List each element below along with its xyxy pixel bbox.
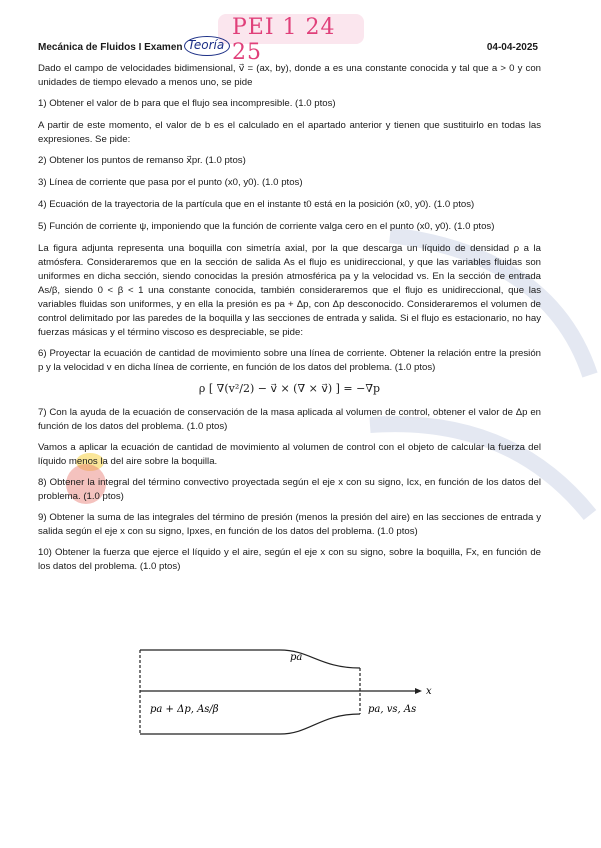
exam-code-text: PEI 1 24 25	[232, 15, 336, 65]
question-10: 10) Obtener la fuerza que ejerce el líquido y el aire, según el eje x con su signo, sobre la boquilla, Fx, en función de los datos del problema. (1.0 ptos)	[38, 547, 541, 572]
exam-header	[38, 38, 538, 58]
momentum-intro: Vamos a aplicar la ecuación de cantidad de movimiento al volumen de control con el objeto de calcular la fuerza del líquido menos la del aire sobre la boquilla.	[38, 442, 541, 467]
momentum-equation: ρ [ ∇(v²/2) − v⃗ × (∇ × v⃗) ] = −∇p	[198, 382, 381, 395]
x-axis-arrow	[415, 688, 422, 694]
handwritten-note: Teoría	[188, 38, 225, 52]
question-3: 3) Línea de corriente que pasa por el punto (x0, y0). (1.0 ptos)	[38, 177, 303, 188]
nozzle-upper-wall	[140, 650, 360, 668]
nozzle-description: La figura adjunta representa una boquilla con simetría axial, por la que descarga un líquido de densidad ρ a la atmósfera. Consideraremos que en la sección de salida As el flujo es unidireccional, y que las variables fluidas son uniformes en dicha sección, siendo conocidas la presión atmosférica pa y la velocidad vs. En la sección de entrada As/β, siendo 0 < β < 1 una constante conocida, también consideraremos que el flujo es unidireccional, que las variables fluidas son uniformes, y en ella la presión es pa + Δp, con Δp desconocido. Consideraremos el volumen de control delimitado por las paredes de la boquilla y las secciones de entrada y salida. Si el flujo es estacionario, no hay fuerzas másicas y el término viscoso es despreciable, se pide:	[38, 243, 541, 338]
question-9: 9) Obtener la suma de las integrales del término de presión (menos la presión del aire) en las secciones de entrada y salida según el eje x con su signo, Ipxes, en función de los datos del problema. (1.0 ptos)	[38, 512, 541, 537]
label-inlet-conditions: pa + Δp, As/β	[150, 704, 219, 715]
exam-date: 04-04-2025	[486, 42, 538, 53]
question-6: 6) Proyectar la ecuación de cantidad de movimiento sobre una línea de corriente. Obtener la relación entre la presión p y la velocidad v en dicha línea de corriente, en función de los datos del problema. (1.0 ptos)	[38, 348, 541, 373]
question-7: 7) Con la ayuda de la ecuación de conservación de la masa aplicada al volumen de control, obtener el valor de Δp en función de los datos del problema. (1.0 ptos)	[38, 407, 541, 432]
exam-code-stamp	[218, 14, 364, 65]
label-x-axis: x	[426, 686, 432, 697]
course-title: Mecánica de Fluidos I Examen	[38, 42, 183, 53]
question-5: 5) Función de corriente ψ, imponiendo que la función de corriente valga cero en el punto (x0, y0). (1.0 ptos)	[38, 221, 495, 232]
question-8: 8) Obtener la integral del término convectivo proyectada según el eje x con su signo, Icx, en función de los datos del problema. (1.0 ptos)	[38, 477, 541, 502]
intro-paragraph: Dado el campo de velocidades bidimensional, v⃗ = (ax, by), donde a es una constante conocida y tal que a > 0 y con unidades de tiempo elevado a menos uno, se pide	[38, 63, 541, 88]
question-1: 1) Obtener el valor de b para que el flujo sea incompresible. (1.0 ptos)	[38, 98, 336, 109]
question-2: 2) Obtener los puntos de remanso x⃗pr. (1.0 ptos)	[38, 155, 246, 166]
nozzle-diagram	[110, 640, 450, 750]
nozzle-lower-wall	[140, 714, 360, 734]
question-4: 4) Ecuación de la trayectoria de la partícula que en el instante t0 está en la posición (x0, y0). (1.0 ptos)	[38, 199, 475, 210]
label-outlet-conditions: pa, vs, As	[368, 704, 417, 715]
label-ambient-pressure: pa	[290, 652, 303, 663]
transition-paragraph: A partir de este momento, el valor de b es el calculado en el apartado anterior y tienen que sustituirlo en todas las expresiones. Se pide:	[38, 120, 541, 145]
exam-body	[38, 62, 541, 581]
